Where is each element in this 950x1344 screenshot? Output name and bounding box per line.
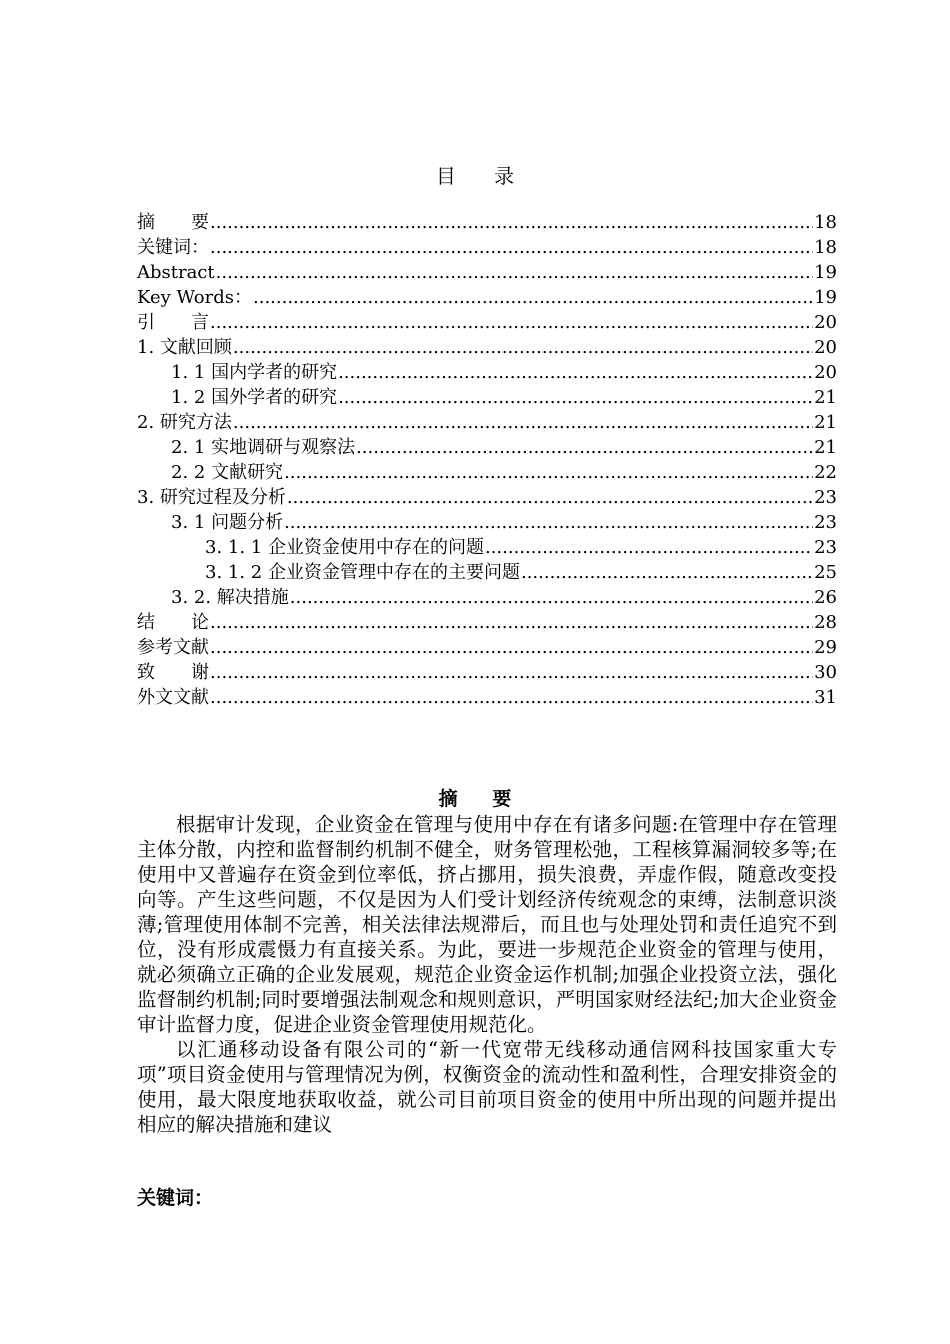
- abstract-body: [137, 812, 837, 1137]
- toc-dot-leader: [338, 360, 813, 385]
- toc-entry-page: 30: [814, 662, 837, 683]
- toc-entry: [137, 210, 837, 235]
- toc-entry-label: 2. 2 文献研究: [171, 462, 284, 483]
- toc-entry: [137, 235, 837, 260]
- toc-entry-label: 结 论: [137, 612, 209, 633]
- abstract-paragraph-1: 根据审计发现，企业资金在管理与使用中存在有诸多问题:在管理中存在管理主体分散，内控和监督制约机制不健全，财务管理松弛，工程核算漏洞较多等;在使用中又普遍存在资金到位率低，挤占挪用，损失浪费，弄虚作假，随意改变投向等。产生这些问题，不仅是因为人们受计划经济传统观念的束缚，法制意识淡薄;管理使用体制不完善，相关法律法规滞后，而且也与处理处罚和责任追究不到位，没有形成震慑力有直接关系。为此，要进一步规范企业资金的管理与使用，就必须确立正确的企业发展观，规范企业资金运作机制;加强企业投资立法，强化监督制约机制;同时要增强法制观念和规则意识，严明国家财经法纪;加大企业资金审计监督力度，促进企业资金管理使用规范化。: [137, 813, 837, 1036]
- toc-dot-leader: [210, 210, 813, 235]
- table-of-contents: [137, 210, 837, 710]
- toc-entry-page: 21: [814, 387, 837, 408]
- toc-dot-leader: [210, 685, 813, 710]
- toc-entry-page: 26: [814, 587, 837, 608]
- toc-dot-leader: [233, 335, 813, 360]
- toc-dot-leader: [284, 510, 813, 535]
- toc-dot-leader: [233, 410, 813, 435]
- toc-entry-label: 3. 1 问题分析: [171, 512, 284, 533]
- toc-entry: [137, 585, 837, 610]
- toc-entry-label: 3. 1. 2 企业资金管理中存在的主要问题: [205, 562, 520, 583]
- toc-entry-label: 参考文献: [137, 637, 209, 658]
- toc-entry-page: 28: [814, 612, 837, 633]
- toc-dot-leader: [253, 285, 813, 310]
- keywords-label: 关键词：: [137, 1187, 214, 1209]
- toc-entry-page: 19: [814, 287, 837, 308]
- toc-entry: [137, 410, 837, 435]
- toc-entry-page: 19: [814, 262, 837, 283]
- abstract-title-char-2: 要: [492, 788, 512, 810]
- toc-entry-page: 22: [814, 462, 837, 483]
- toc-dot-leader: [485, 535, 813, 560]
- toc-dot-leader: [521, 560, 813, 585]
- toc-entry-page: 21: [814, 412, 837, 433]
- toc-entry-label: 致 谢: [137, 662, 209, 683]
- toc-dot-leader: [216, 260, 813, 285]
- toc-entry: [137, 360, 837, 385]
- toc-entry: [137, 510, 837, 535]
- toc-dot-leader: [356, 435, 813, 460]
- toc-entry-label: 外文文献: [137, 687, 209, 708]
- abstract-paragraph-2: 以汇通移动设备有限公司的“新一代宽带无线移动通信网科技国家重大专项”项目资金使用与管理情况为例，权衡资金的流动性和盈利性，合理安排资金的使用，最大限度地获取收益，就公司目前项目资金的使用中所出现的问题并提出相应的解决措施和建议: [137, 1038, 837, 1136]
- toc-entry-label: 2. 研究方法: [137, 412, 232, 433]
- toc-entry-page: 23: [814, 537, 837, 558]
- toc-entry: [137, 460, 837, 485]
- toc-entry-label: Abstract: [137, 262, 215, 283]
- toc-entry-label: 3. 研究过程及分析: [137, 487, 286, 508]
- toc-entry-label: 3. 1. 1 企业资金使用中存在的问题: [205, 537, 484, 558]
- toc-entry: [137, 385, 837, 410]
- toc-title-char-2: 录: [494, 164, 515, 188]
- toc-entry: [137, 610, 837, 635]
- abstract-title: [0, 784, 950, 811]
- toc-entry: [137, 485, 837, 510]
- toc-entry-page: 31: [814, 687, 837, 708]
- toc-entry-label: 3. 2. 解决措施: [171, 587, 289, 608]
- toc-entry-page: 23: [814, 487, 837, 508]
- toc-entry-label: 2. 1 实地调研与观察法: [171, 437, 356, 458]
- toc-entry-page: 23: [814, 512, 837, 533]
- toc-entry: [137, 560, 837, 585]
- toc-entry: [137, 660, 837, 685]
- toc-dot-leader: [338, 385, 813, 410]
- abstract-title-char-1: 摘: [438, 788, 458, 810]
- toc-entry-label: 1. 文献回顾: [137, 337, 232, 358]
- toc-entry: [137, 335, 837, 360]
- toc-entry-page: 21: [814, 437, 837, 458]
- toc-entry-label: 1. 1 国内学者的研究: [171, 362, 338, 383]
- toc-dot-leader: [210, 235, 813, 260]
- toc-entry-label: 关键词：: [137, 237, 209, 258]
- toc-entry-page: 20: [814, 337, 837, 358]
- toc-dot-leader: [210, 610, 813, 635]
- toc-title: [0, 160, 950, 189]
- toc-entry: [137, 535, 837, 560]
- toc-dot-leader: [284, 460, 813, 485]
- toc-dot-leader: [210, 635, 813, 660]
- toc-entry-page: 29: [814, 637, 837, 658]
- toc-dot-leader: [290, 585, 813, 610]
- toc-dot-leader: [210, 660, 813, 685]
- toc-entry-page: 25: [814, 562, 837, 583]
- toc-entry: [137, 260, 837, 285]
- toc-entry-page: 18: [814, 212, 837, 233]
- toc-dot-leader: [210, 310, 813, 335]
- toc-entry-page: 18: [814, 237, 837, 258]
- toc-entry: [137, 285, 837, 310]
- toc-entry-label: 引 言: [137, 312, 209, 333]
- toc-entry-page: 20: [814, 362, 837, 383]
- toc-entry: [137, 435, 837, 460]
- toc-entry: [137, 635, 837, 660]
- toc-entry-label: 1. 2 国外学者的研究: [171, 387, 338, 408]
- toc-title-char-1: 目: [435, 164, 456, 188]
- toc-dot-leader: [287, 485, 813, 510]
- toc-entry: [137, 310, 837, 335]
- toc-entry: [137, 685, 837, 710]
- toc-entry-label: Key Words：: [137, 287, 252, 308]
- toc-entry-page: 20: [814, 312, 837, 333]
- toc-entry-label: 摘 要: [137, 212, 209, 233]
